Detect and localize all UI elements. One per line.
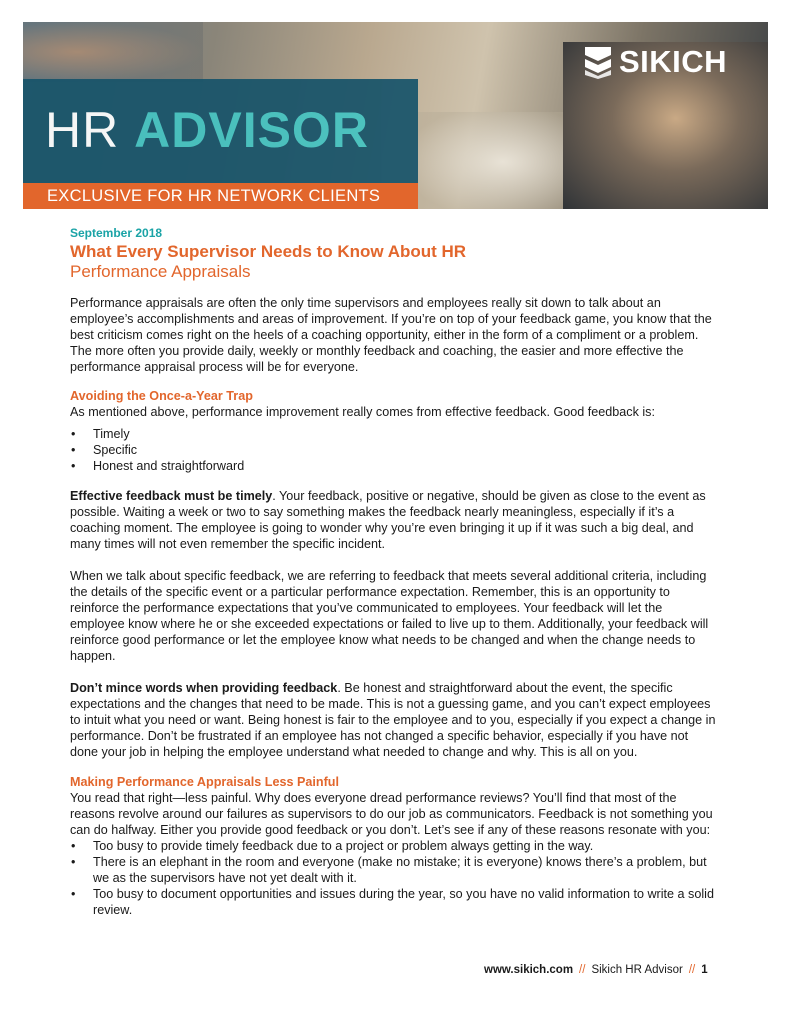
- logo-text: SIKICH: [619, 44, 728, 79]
- exclusive-label: EXCLUSIVE FOR HR NETWORK CLIENTS: [47, 187, 381, 205]
- section-heading-once-a-year: Avoiding the Once-a-Year Trap: [70, 389, 253, 403]
- reasons-list: [70, 838, 718, 918]
- issue-date: September 2018: [70, 226, 163, 240]
- list-item: [70, 854, 718, 886]
- page-footer: [484, 963, 708, 977]
- timely-lead: Effective feedback must be timely: [70, 489, 273, 503]
- list-item: [70, 838, 718, 854]
- list-item: [70, 886, 718, 918]
- title-panel: [23, 79, 418, 183]
- bullet-icon: •: [71, 887, 76, 901]
- list-item: [70, 442, 718, 458]
- honest-lead: Don’t mince words when providing feedback: [70, 681, 338, 695]
- list-item-text: Too busy to document opportunities and issues during the year, so you have no valid information to write a solid review.: [93, 887, 714, 917]
- banner-photo-region: [23, 22, 203, 82]
- timely-body: . Your feedback, positive or negative, should be given as close to the event as possible. Waiting a week or two to say something makes the feedback nearly meaningless, especially if it’s a coaching moment. The employee is going to wonder why you’re even bringing it up if it was such a big deal, and many times will not even remember the specific incident.: [70, 489, 706, 551]
- list-item-text: Specific: [93, 443, 138, 457]
- sikich-chevron-icon: [583, 45, 613, 79]
- bullet-icon: •: [71, 443, 76, 457]
- list-item: [70, 426, 718, 442]
- exclusive-bar: [23, 183, 418, 209]
- list-item-text: Timely: [93, 427, 130, 441]
- footer-publication: Sikich HR Advisor: [591, 964, 683, 976]
- list-item-text: Too busy to provide timely feedback due to a project or problem always getting in the way.: [93, 839, 594, 853]
- footer-separator: //: [688, 964, 696, 976]
- honest-body: . Be honest and straightforward about the event, the specific expectations and the changes that need to be made. This is not a guessing game, and you can’t expect employees to intuit what you need or want. Being honest is fair to the employee and to you, especially if you expect a change in performance. Don’t be frustrated if an employee has not changed a specific behavior, especially if you have not done your job in helping the employee understand what needed to change and why. This is all on you.: [70, 681, 716, 759]
- bullet-icon: •: [71, 427, 76, 441]
- page-number: 1: [701, 964, 708, 976]
- feedback-qualities-list: [70, 426, 718, 474]
- sikich-logo: [583, 42, 727, 82]
- intro-paragraph: Performance appraisals are often the only time supervisors and employees really sit down to talk about an employee’s accomplishments and areas of improvement. If you’re on top of your feedback game, you know that the best criticism comes right on the heels of a coaching opportunity, either in the form of a compliment or a problem. The more often you provide daily, weekly or monthly feedback and coaching, the easier and more effective the performance appraisal process will be for everyone.: [70, 296, 712, 374]
- list-item-text: Honest and straightforward: [93, 459, 245, 473]
- title-word-advisor: ADVISOR: [134, 102, 369, 158]
- section2-intro: You read that right—less painful. Why does everyone dread performance reviews? You’ll find that most of the reasons revolve around our failures as supervisors to do our job as communicators. Feedback is not something you can do halfway. Either you provide good feedback or you don’t. Let’s see if any of these reasons resonate with you:: [70, 791, 713, 837]
- header-banner: [23, 22, 768, 209]
- article-subheadline: Performance Appraisals: [70, 262, 251, 281]
- bullet-icon: •: [71, 855, 76, 869]
- article: [70, 226, 718, 918]
- specific-paragraph: When we talk about specific feedback, we are referring to feedback that meets several additional criteria, including the details of the specific event or a particular performance expectation. Remember, this is an opportunity to reinforce the performance expectations that you’ve communicated to employees. Your feedback will let the employee know where he or she exceeded expectations or failed to live up to them. Additionally, your feedback will reinforce good performance or let the employee know what needs to be changed and when the change needs to happen.: [70, 569, 709, 663]
- section-heading-less-painful: Making Performance Appraisals Less Painful: [70, 775, 339, 789]
- list-item: [70, 458, 718, 474]
- honest-paragraph: [70, 680, 718, 760]
- footer-website: www.sikich.com: [484, 964, 574, 976]
- bullet-icon: •: [71, 459, 76, 473]
- newsletter-title: [45, 101, 369, 159]
- footer-separator: //: [579, 964, 586, 976]
- bullet-icon: •: [71, 839, 76, 853]
- section1-intro: As mentioned above, performance improvement really comes from effective feedback. Good feedback is:: [70, 405, 655, 419]
- timely-paragraph: [70, 488, 718, 552]
- list-item-text: There is an elephant in the room and everyone (make no mistake; it is everyone) knows there’s a problem, but we as the supervisors have not yet dealt with it.: [93, 855, 707, 885]
- article-headline: What Every Supervisor Needs to Know About HR: [70, 242, 467, 261]
- title-word-hr: HR: [45, 102, 120, 158]
